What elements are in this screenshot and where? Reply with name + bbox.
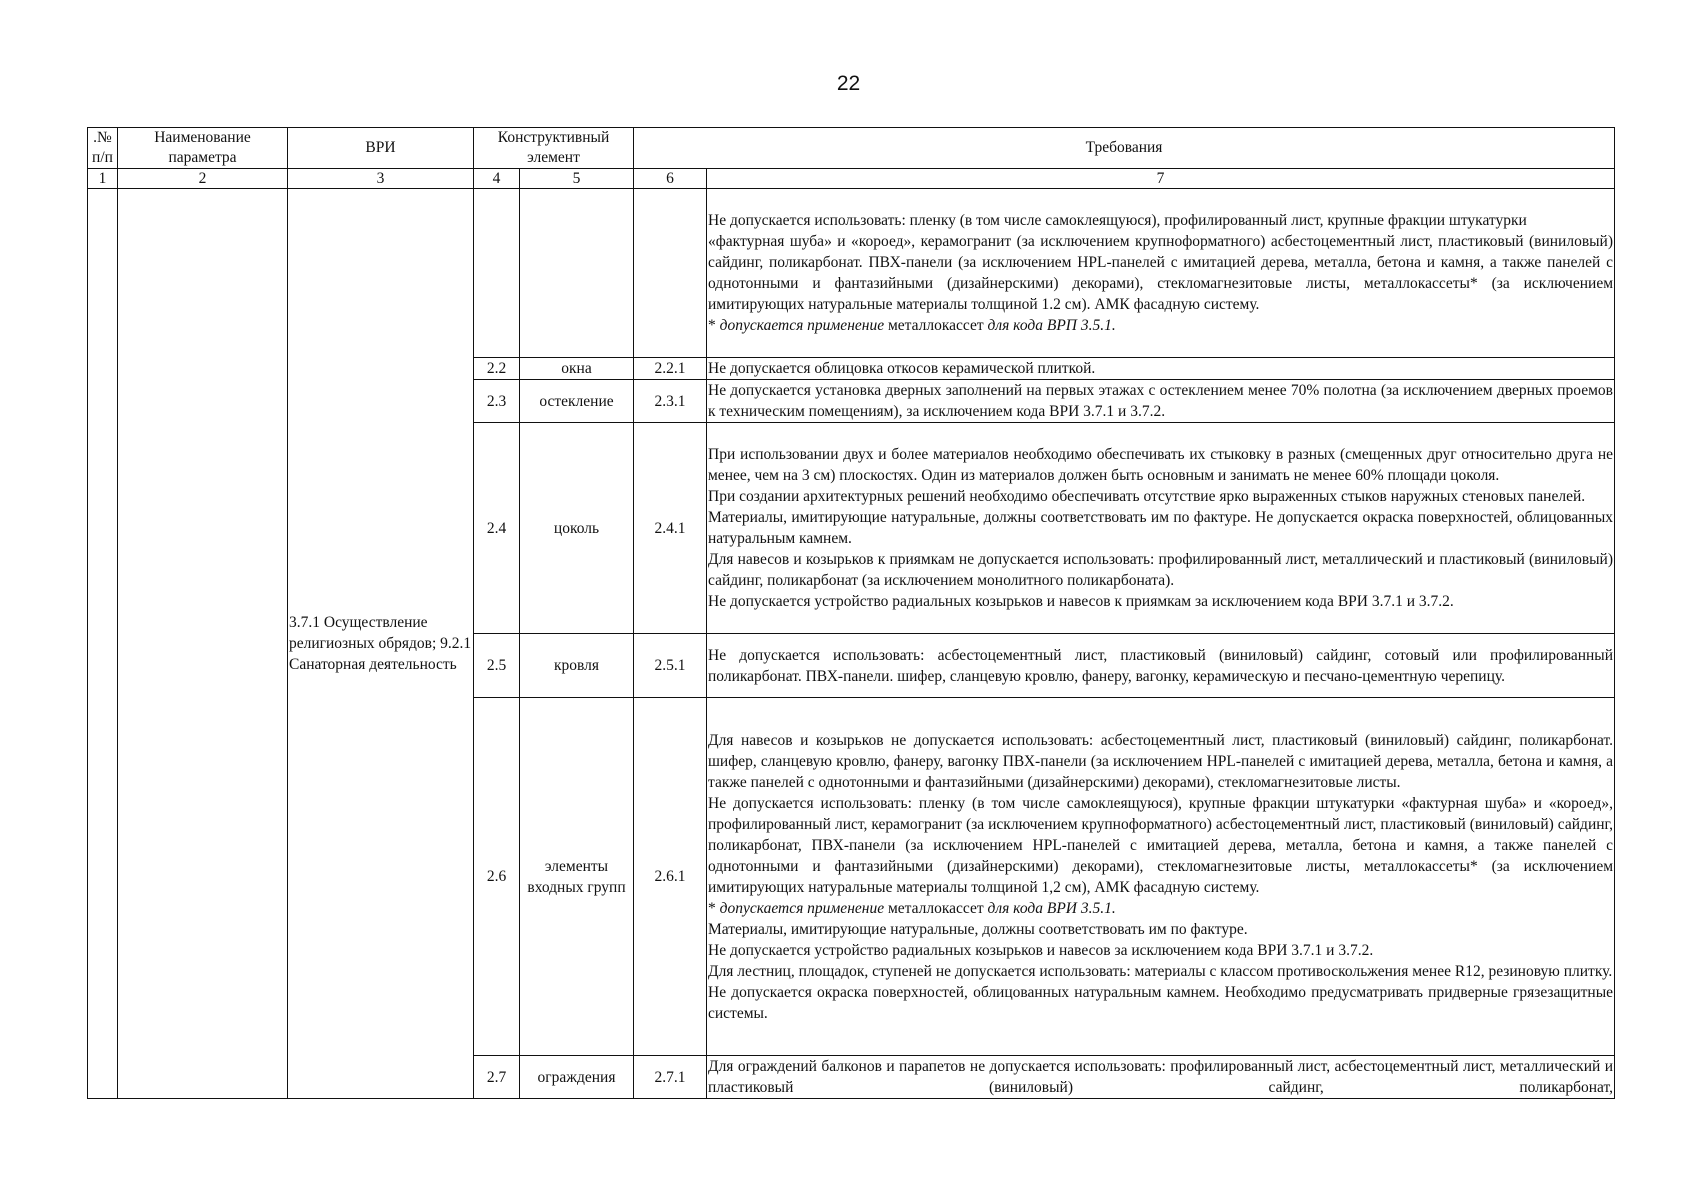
- element-name: ограждения: [520, 1056, 634, 1099]
- element-code: 2.6: [474, 698, 520, 1056]
- header-col-requirements: Требования: [634, 128, 1615, 169]
- footnote-italic: допускается применение: [719, 317, 885, 334]
- element-name: окна: [520, 358, 634, 380]
- requirement-code: 2.5.1: [634, 634, 707, 698]
- cell-empty: [118, 189, 288, 1099]
- cell-empty: [520, 189, 634, 358]
- element-name: цоколь: [520, 423, 634, 634]
- requirement-code: 2.6.1: [634, 698, 707, 1056]
- cell-empty: [474, 189, 520, 358]
- requirement-code: 2.3.1: [634, 380, 707, 423]
- cell-empty: [634, 189, 707, 358]
- requirement-text: Для навесов и козырьков к приямкам не допускается использовать: профилированный лист, металлический и пластиковый (виниловый) сайдинг, поликарбонат (за исключением монолитного поликарбоната).: [708, 551, 1614, 589]
- requirement-text: Не допускается использовать: пленку (в том числе самоклеящуюся), профилированный лист, крупные фракции штукатурки: [708, 212, 1527, 229]
- element-code: 2.4: [474, 423, 520, 634]
- element-name: кровля: [520, 634, 634, 698]
- requirement-text: Не допускается установка дверных заполнений на первых этажах с остеклением менее 70% полотна (за исключением дверных проемов к техническим помещениям), за исключением кода ВРИ 3.7.1 и 3.7.2.: [708, 382, 1614, 420]
- element-code: 2.2: [474, 358, 520, 380]
- requirement-text: Не допускается окраска поверхностей, облицованных натуральным камнем. Необходимо предусматривать придверные грязезащитные системы.: [708, 983, 1614, 1022]
- requirement-text: При создании архитектурных решений необходимо обеспечивать отсутствие ярко выраженных стыков наружных стеновых панелей.: [708, 488, 1586, 505]
- requirements-table: [87, 127, 1615, 1099]
- footnote-italic: для кода ВРИ 3.5.1.: [987, 899, 1116, 917]
- requirement-text: Для лестниц, площадок, ступеней не допускается использовать: материалы с классом противоскольжения менее R12, резиновую плитку.: [708, 962, 1613, 980]
- vri-cell: 3.7.1 Осуществление религиозных обрядов; 9.2.1 Санаторная деятельность: [288, 189, 474, 1099]
- requirements-cell: [707, 634, 1615, 698]
- cell-empty: [88, 189, 118, 1099]
- column-number: 1: [88, 169, 118, 189]
- header-col-vri: ВРИ: [288, 128, 474, 169]
- requirement-text: Не допускается использовать: асбестоцементный лист, пластиковый (виниловый) сайдинг, сотовый или профилированный поликарбонат. ПВХ-панели. шифер, сланцевую кровлю, фанеру, вагонку, керамическую и песчано-цементную черепицу.: [708, 646, 1614, 685]
- column-numbers-row: [88, 169, 1615, 189]
- requirement-code: 2.4.1: [634, 423, 707, 634]
- element-name: остекление: [520, 380, 634, 423]
- header-row: [88, 128, 1615, 169]
- requirements-cell: [707, 358, 1615, 380]
- requirement-text: «фактурная шуба» и «короед», керамогранит (за исключением крупноформатного) асбестоцементный лист, пластиковый (виниловый) сайдинг, поликарбонат. ПВХ-панели (за исключением HPL-панелей с имитацией дерева, металла, бетона и камня, а также панелей с однотонными и фантазийными (дизайнерскими) декорами), стекломагнезитовые листы, металлокассеты* (за исключением имитирующих натуральные материалы толщиной 1.2 см). АМК фасадную систему.: [708, 233, 1614, 313]
- column-number: 6: [634, 169, 707, 189]
- table-row: [88, 189, 1615, 358]
- requirements-cell: [707, 189, 1615, 358]
- requirement-text: Для ограждений балконов и парапетов не допускается использовать: профилированный лист, асбестоцементный лист, металлический и пластиковый (виниловый) сайдинг, поликарбонат,: [708, 1058, 1614, 1096]
- requirement-code: 2.7.1: [634, 1056, 707, 1099]
- requirement-text: Не допускается использовать: пленку (в том числе самоклеящуюся), крупные фракции штукатурки «фактурная шуба» и «короед», профилированный лист, керамогранит (за исключением крупноформатного) асбестоцементный лист, пластиковый (виниловый) сайдинг, поликарбонат, ПВХ-панели (за исключением HPL-панелей с имитацией дерева, металла, бетона и камня, а также панелей с однотонными и фантазийными (дизайнерскими) декорами), стекломагнезитовые листы, металлокассеты* (за исключением имитирующих натуральные материалы толщиной 1,2 см), АМК фасадную систему.: [708, 794, 1614, 896]
- element-code: 2.5: [474, 634, 520, 698]
- header-col-element: Конструктивный элемент: [474, 128, 634, 169]
- requirements-cell: [707, 423, 1615, 634]
- footnote-star: *: [708, 317, 720, 334]
- footnote-text: металлокассет: [884, 317, 988, 334]
- requirement-text: Материалы, имитирующие натуральные, должны соответствовать им по фактуре.: [708, 920, 1248, 938]
- footnote: [708, 898, 1613, 919]
- column-number: 5: [520, 169, 634, 189]
- column-number: 2: [118, 169, 288, 189]
- requirements-cell: [707, 698, 1615, 1056]
- column-number: 4: [474, 169, 520, 189]
- footnote-italic: для кода ВРП 3.5.1.: [987, 317, 1116, 334]
- requirements-cell: [707, 380, 1615, 423]
- requirement-text: Материалы, имитирующие натуральные, должны соответствовать им по фактуре. Не допускается окраска поверхностей, облицованных натуральным камнем.: [708, 509, 1614, 547]
- requirement-code: 2.2.1: [634, 358, 707, 380]
- footnote: [708, 315, 1613, 336]
- element-code: 2.3: [474, 380, 520, 423]
- requirement-text: Не допускается облицовка откосов керамической плиткой.: [708, 360, 1096, 377]
- element-code: 2.7: [474, 1056, 520, 1099]
- element-name: элементы входных групп: [520, 698, 634, 1056]
- requirement-text: Не допускается устройство радиальных козырьков и навесов за исключением кода ВРИ 3.7.1 и 3.7.2.: [708, 941, 1374, 959]
- requirement-text: При использовании двух и более материалов необходимо обеспечивать их стыковку в разных (смещенных друг относительно друга не менее, чем на 3 см) плоскостях. Один из материалов должен быть основным и занимать не менее 60% площади цоколя.: [708, 446, 1614, 484]
- footnote-italic: допускается применение: [719, 899, 885, 917]
- header-col-no: .№ п/п: [88, 128, 118, 169]
- footnote-text: металлокассет: [884, 899, 988, 917]
- requirement-text: Для навесов и козырьков не допускается использовать: асбестоцементный лист, пластиковый (виниловый) сайдинг, поликарбонат. шифер, сланцевую кровлю, фанеру, вагонку ПВХ-панели (за исключением HPL-панелей с имитацией дерева, металла, бетона и камня, а также панелей с однотонными и фантазийными (дизайнерскими) декорами), стекломагнезитовые листы.: [708, 731, 1614, 791]
- requirement-text: Не допускается устройство радиальных козырьков и навесов к приямкам за исключением кода ВРИ 3.7.1 и 3.7.2.: [708, 593, 1454, 610]
- header-col-param: Наименование параметра: [118, 128, 288, 169]
- footnote-star: *: [708, 899, 720, 917]
- page-number: 22: [836, 72, 861, 95]
- requirements-cell: [707, 1056, 1615, 1099]
- column-number: 7: [707, 169, 1615, 189]
- column-number: 3: [288, 169, 474, 189]
